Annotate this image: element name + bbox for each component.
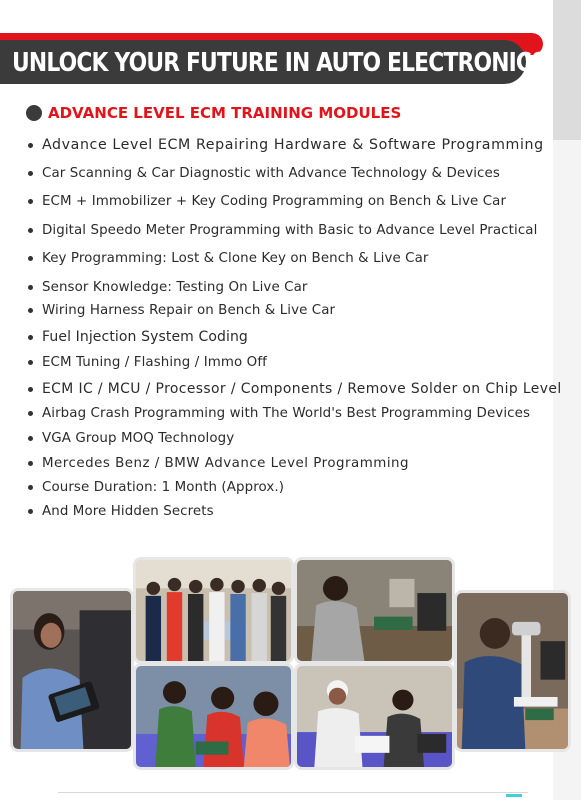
photo-team-image (136, 666, 291, 767)
list-item: Advance Level ECM Repairing Hardware & Software Programming (28, 135, 544, 155)
section-heading (26, 103, 401, 123)
photo-lab-image (297, 666, 452, 767)
bullet-icon (28, 199, 33, 204)
photo-bench-soldering (294, 557, 455, 664)
bullet-icon (28, 387, 33, 392)
bullet-icon (28, 171, 33, 176)
photo-lab-testing (294, 663, 455, 770)
header-banner (0, 30, 545, 85)
list-item: Wiring Harness Repair on Bench & Live Car (28, 300, 335, 320)
bullet-icon (28, 360, 33, 365)
section-title: ADVANCE LEVEL ECM TRAINING MODULES (48, 104, 402, 122)
photo-group-image (136, 560, 291, 661)
bullet-icon (28, 509, 33, 514)
list-item: Fuel Injection System Coding (28, 327, 248, 347)
photo-trainee-image (13, 591, 131, 749)
scrollbar-thumb[interactable] (553, 0, 581, 140)
bullet-icon (28, 308, 33, 313)
list-item: Car Scanning & Car Diagnostic with Advance Technology & Devices (28, 163, 500, 183)
bullet-icon (28, 461, 33, 466)
list-item: Airbag Crash Programming with The World's Best Programming Devices (28, 403, 530, 423)
photo-team-workshop (133, 663, 294, 770)
list-item: And More Hidden Secrets (28, 501, 214, 521)
list-item: Key Programming: Lost & Clone Key on Bench & Live Car (28, 248, 429, 268)
bullet-icon (28, 143, 33, 148)
bullet-icon (28, 228, 33, 233)
list-item: ECM Tuning / Flashing / Immo Off (28, 352, 267, 372)
list-item: Digital Speedo Meter Programming with Basic to Advance Level Practical (28, 220, 537, 240)
photo-microscope-image (457, 593, 568, 749)
list-item: Course Duration: 1 Month (Approx.) (28, 477, 284, 497)
bullet-icon (28, 285, 33, 290)
bullet-icon (28, 256, 33, 261)
photo-trainee-with-scanner (10, 588, 134, 752)
list-item: ECM IC / MCU / Processor / Components / Remove Solder on Chip Level (28, 379, 562, 399)
list-item: ECM + Immobilizer + Key Coding Programming on Bench & Live Car (28, 191, 506, 211)
list-item: Sensor Knowledge: Testing On Live Car (28, 277, 308, 297)
bottom-divider (58, 792, 528, 793)
bullet-icon (28, 436, 33, 441)
photo-group-classroom (133, 557, 294, 664)
bullet-icon (28, 411, 33, 416)
section-bullet-icon (26, 105, 42, 121)
bullet-icon (28, 485, 33, 490)
list-item: Mercedes Benz / BMW Advance Level Programming (28, 453, 409, 473)
list-item: VGA Group MOQ Technology (28, 428, 234, 448)
photo-microscope-inspection (454, 590, 571, 752)
photo-bench-image (297, 560, 452, 661)
bottom-accent-mark (506, 794, 522, 797)
banner-title: UNLOCK YOUR FUTURE IN AUTO ELECTRONICS (12, 48, 547, 78)
bullet-icon (28, 335, 33, 340)
